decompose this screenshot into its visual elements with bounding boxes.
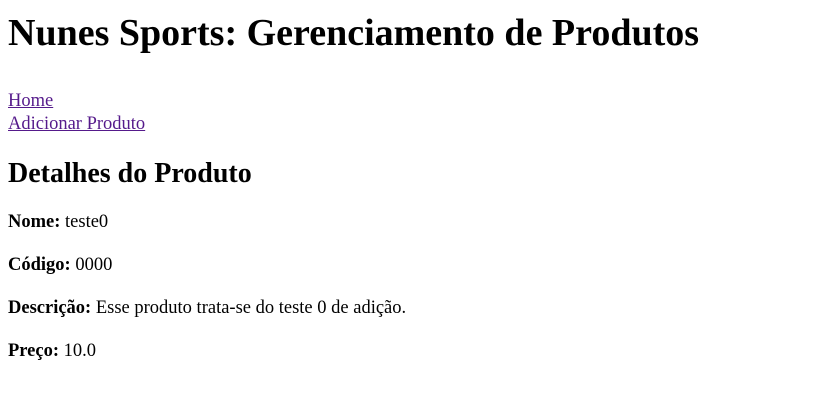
product-name-row bbox=[8, 211, 811, 233]
nav-links bbox=[8, 90, 811, 136]
product-details-heading: Detalhes do Produto bbox=[8, 158, 252, 189]
product-description-row bbox=[8, 297, 811, 319]
product-price-value: 10.0 bbox=[63, 341, 97, 361]
product-description-value: Esse produto trata-se do teste 0 de adição. bbox=[95, 298, 407, 318]
product-price-label: Preço: bbox=[8, 341, 60, 361]
product-price-row bbox=[8, 340, 811, 362]
home-link[interactable]: Home bbox=[8, 91, 54, 111]
product-code-label: Código: bbox=[8, 255, 71, 275]
product-name-value: teste0 bbox=[65, 212, 109, 232]
page-title: Nunes Sports: Gerenciamento de Produtos bbox=[8, 12, 700, 54]
product-code-row bbox=[8, 254, 811, 276]
product-name-label: Nome: bbox=[8, 212, 61, 232]
add-product-link[interactable]: Adicionar Produto bbox=[8, 114, 146, 134]
product-code-value: 0000 bbox=[75, 255, 113, 275]
product-description-label: Descrição: bbox=[8, 298, 92, 318]
